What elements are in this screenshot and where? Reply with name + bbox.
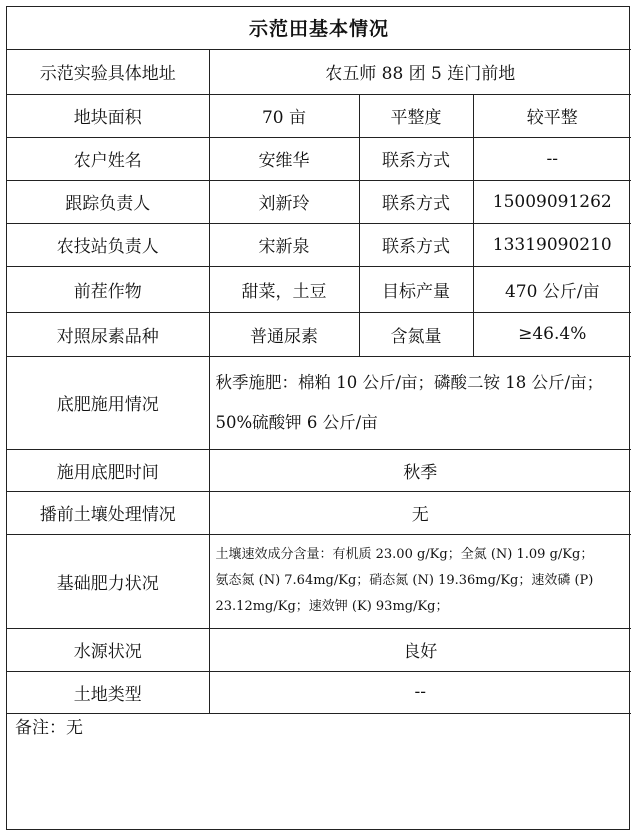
table-row [7, 449, 631, 491]
station-value: 宋新泉 [209, 223, 359, 266]
fertility-line-1: 土壤速效成分含量：有机质 23.00 g/Kg；全氮 (N) 1.09 g/Kg； [215, 547, 594, 562]
farmer-label: 农户姓名 [7, 137, 209, 180]
base-time-value: 秋季 [209, 449, 631, 491]
table-row [7, 137, 631, 180]
prev-crop-value: 甜菜，土豆 [209, 266, 359, 312]
base-fert-value [209, 356, 631, 449]
farmer-contact-value: -- [473, 137, 631, 180]
info-sheet [6, 6, 630, 830]
nitrogen-value: ≥46.4% [473, 312, 631, 356]
table-row [7, 94, 631, 137]
area-value: 70 亩 [209, 94, 359, 137]
table-row [7, 223, 631, 266]
fertility-line-2: 氨态氮 (N) 7.64mg/Kg；硝态氮 (N) 19.36mg/Kg；速效磷 (P) [215, 573, 594, 588]
table-row [7, 534, 631, 628]
table-row [7, 312, 631, 356]
fertility-label: 基础肥力状况 [7, 534, 209, 628]
target-yield-label: 目标产量 [359, 266, 473, 312]
water-value: 良好 [209, 628, 631, 671]
station-contact-label: 联系方式 [359, 223, 473, 266]
area-label: 地块面积 [7, 94, 209, 137]
remarks: 备注：无 [15, 718, 83, 738]
address-value: 农五师 88 团 5 连门前地 [209, 49, 631, 94]
table-row [7, 49, 631, 94]
land-label: 土地类型 [7, 671, 209, 713]
base-time-label: 施用底肥时间 [7, 449, 209, 491]
urea-value: 普通尿素 [209, 312, 359, 356]
soil-treat-value: 无 [209, 491, 631, 534]
prev-crop-label: 前茬作物 [7, 266, 209, 312]
farmer-contact-label: 联系方式 [359, 137, 473, 180]
tracker-contact-value: 15009091262 [473, 180, 631, 223]
base-fert-line-1: 秋季施肥：棉粕 10 公斤/亩；磷酸二铵 18 公斤/亩； [215, 372, 604, 392]
land-value: -- [209, 671, 631, 713]
fertility-value [209, 534, 631, 628]
base-fert-line-2: 50%硫酸钾 6 公斤/亩 [215, 412, 378, 432]
target-yield-value: 470 公斤/亩 [473, 266, 631, 312]
table-row [7, 266, 631, 312]
info-table [7, 7, 631, 714]
nitrogen-label: 含氮量 [359, 312, 473, 356]
soil-treat-label: 播前土壤处理情况 [7, 491, 209, 534]
address-label: 示范实验具体地址 [7, 49, 209, 94]
station-label: 农技站负责人 [7, 223, 209, 266]
tracker-contact-label: 联系方式 [359, 180, 473, 223]
table-row [7, 628, 631, 671]
fertility-line-3: 23.12mg/Kg；速效钾 (K) 93mg/Kg； [215, 599, 449, 614]
table-row [7, 180, 631, 223]
water-label: 水源状况 [7, 628, 209, 671]
flatness-value: 较平整 [473, 94, 631, 137]
table-row [7, 356, 631, 449]
tracker-value: 刘新玲 [209, 180, 359, 223]
flatness-label: 平整度 [359, 94, 473, 137]
farmer-value: 安维华 [209, 137, 359, 180]
table-row [7, 491, 631, 534]
table-title: 示范田基本情况 [7, 7, 631, 49]
station-contact-value: 13319090210 [473, 223, 631, 266]
tracker-label: 跟踪负责人 [7, 180, 209, 223]
base-fert-label: 底肥施用情况 [7, 356, 209, 449]
urea-label: 对照尿素品种 [7, 312, 209, 356]
